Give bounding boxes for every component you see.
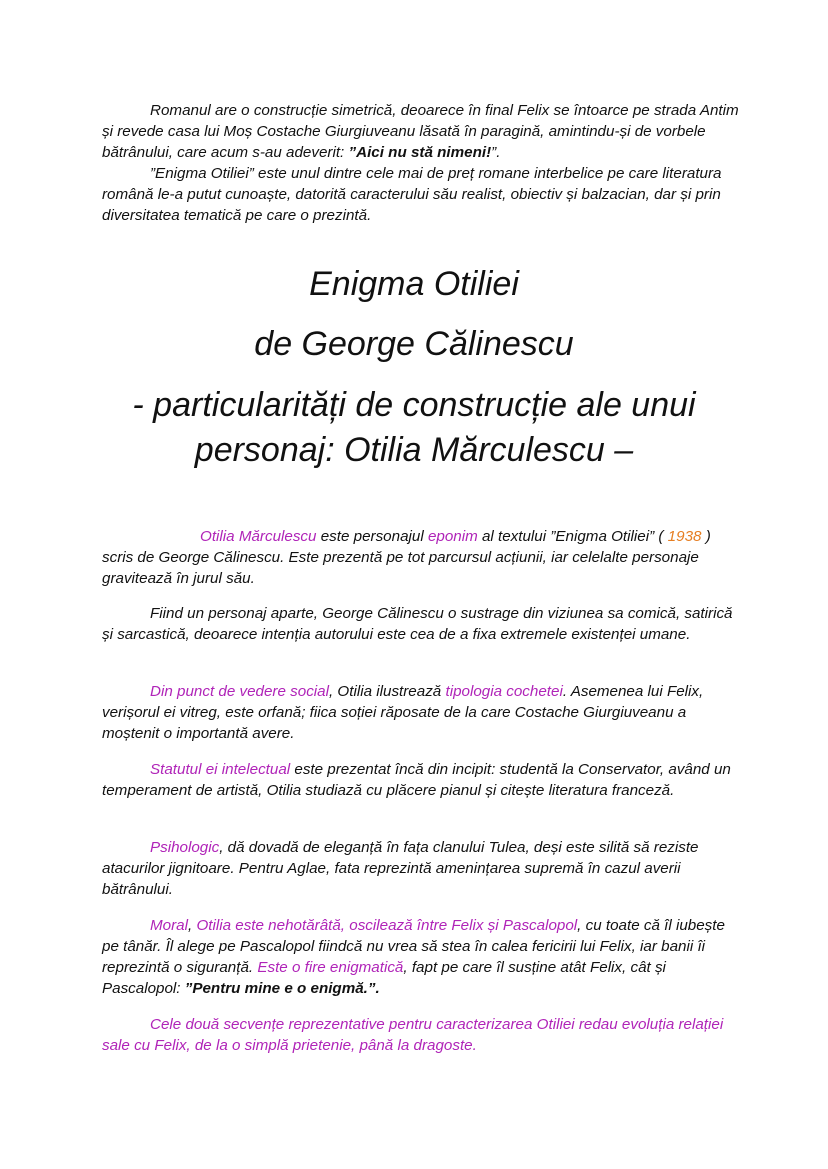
tipologia-highlight: tipologia cochetei xyxy=(445,683,563,700)
body-paragraph-1: Otilia Mărculescu este personajul eponim al textului ”Enigma Otiliei” ( 1938 ) scris de George Călinescu. Este prezentă pe tot parcursul acțiunii, iar celelalte personaje gravitează în jurul său. xyxy=(102,528,711,587)
title-line-2: de George Călinescu xyxy=(254,325,574,363)
social-lead: Din punct de vedere social xyxy=(150,683,329,700)
intro-paragraph-2: ”Enigma Otiliei” este unul dintre cele mai de preț romane interbelice pe care literatura română le-a putut cunoaște, datorită caracterului său realist, obiectiv și balzacian, dar și prin diversitatea tematică pe care o prezintă. xyxy=(102,165,722,224)
intro-paragraph-1: Romanul are o construcție simetrică, deoarece în final Felix se întoarce pe strada Antim și revede casa lui Moș Costache Giurgiuveanu lăsată în paragină, amintindu-și de vorbele bătrânului, care acum s-au adeverit: ”Aici nu stă nimeni!”. xyxy=(102,102,739,161)
title-line-1: Enigma Otiliei xyxy=(309,265,519,303)
moral-highlight-2: Este o fire enigmatică xyxy=(257,959,404,976)
year: 1938 xyxy=(667,528,702,545)
quote-aici: ”Aici nu stă nimeni! xyxy=(348,144,492,161)
moral-highlight-1: Otilia este nehotărâtă, oscilează între Felix și Pascalopol xyxy=(196,917,578,934)
body-paragraph-5: Psihologic, dă dovadă de eleganță în fața clanului Tulea, deși este silită să reziste atacurilor jignitoare. Pentru Aglae, fata reprezintă amenințarea supremă în cazul averii bătrânului. xyxy=(102,839,699,898)
moral-lead: Moral xyxy=(150,917,188,934)
character-name: Otilia Mărculescu xyxy=(200,528,317,545)
quote-enigma: ”Pentru mine e o enigmă.”. xyxy=(184,980,380,997)
body-paragraph-4: Statutul ei intelectual este prezentat încă din incipit: studentă la Conservator, având un temperament de artistă, Otilia studiază cu plăcere pianul și citește literatura franceză. xyxy=(102,761,731,799)
body-paragraph-3: Din punct de vedere social, Otilia ilustrează tipologia cochetei. Asemenea lui Felix, verișorul ei vitreg, este orfană; fiica soției răposate de la care Costache Giurgiuveanu a moștenit o importantă avere. xyxy=(102,683,704,742)
title-line-3: - particularități de construcție ale unui xyxy=(132,386,696,424)
title-line-4: personaj: Otilia Mărculescu – xyxy=(194,431,634,469)
term-eponim: eponim xyxy=(427,528,478,545)
intellectual-lead: Statutul ei intelectual xyxy=(150,761,291,778)
body-paragraph-6: Moral, Otilia este nehotărâtă, oscilează între Felix și Pascalopol, cu toate că îl iubește pe tânăr. Îl alege pe Pascalopol fiindcă nu vrea să stea în calea fericirii lui Felix, iar banii îi reprezintă o siguranță. Este o fire enigmatică, fapt pe care îl susține atât Felix, cât și Pascalopol: ”Pentru mine e o enigmă.”. xyxy=(102,917,725,997)
psychological-lead: Psihologic xyxy=(150,839,220,856)
body-paragraph-7: Cele două secvențe reprezentative pentru caracterizarea Otiliei redau evoluția relației sale cu Felix, de la o simplă prietenie, până la dragoste. xyxy=(102,1016,724,1054)
body-paragraph-2: Fiind un personaj aparte, George Călinescu o sustrage din viziunea sa comică, satirică și sarcastică, deoarece intenția autorului este cea de a fixa extremele existenței umane. xyxy=(102,605,733,643)
